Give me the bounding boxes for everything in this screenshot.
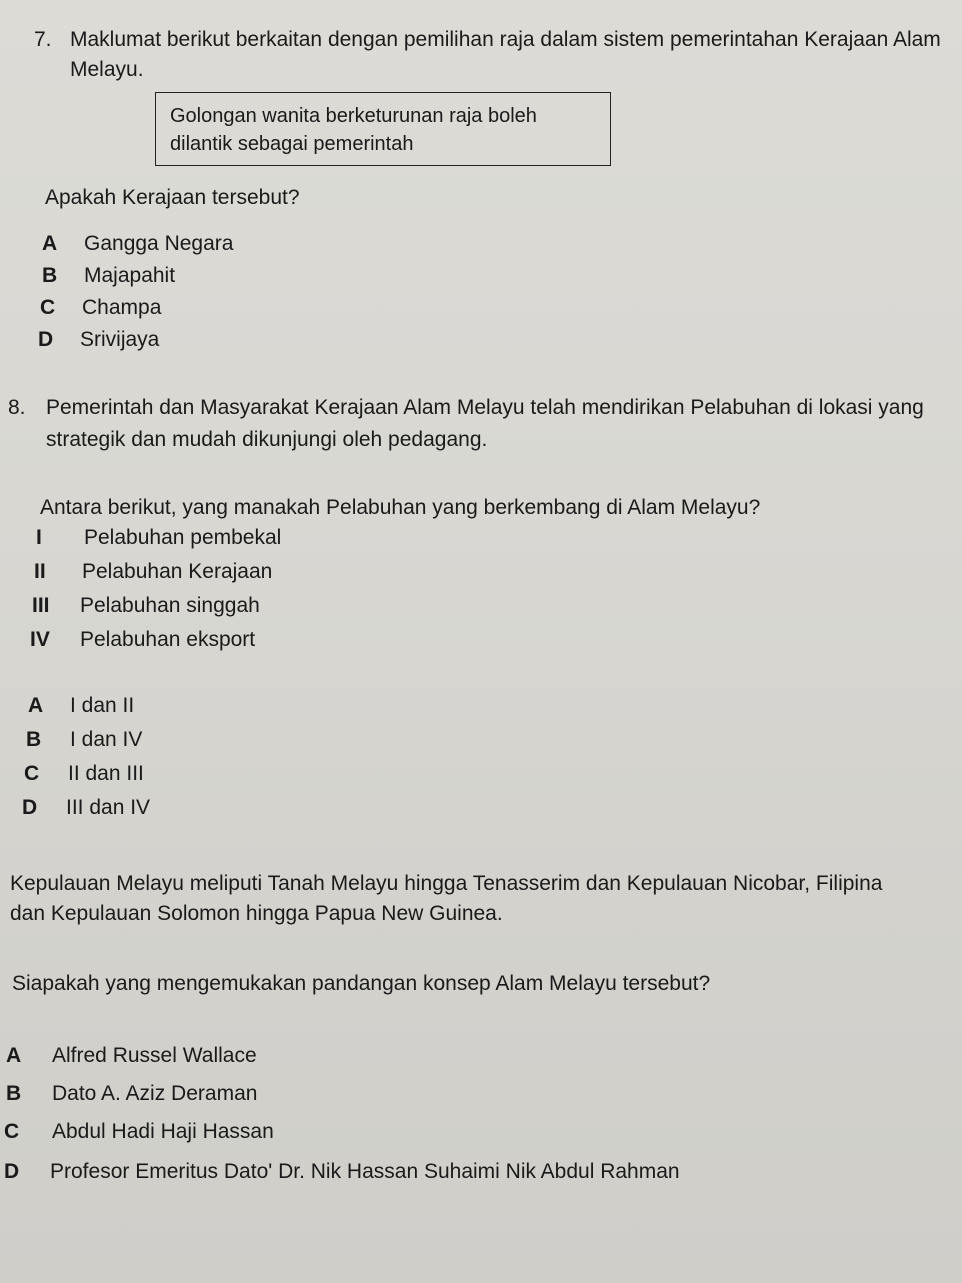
question-7-info-box xyxy=(155,92,611,166)
q9-option-a-text: Alfred Russel Wallace xyxy=(52,1044,257,1067)
question-9-stem-line2: dan Kepulauan Solomon hingga Papua New Guinea. xyxy=(10,902,503,925)
q7-option-a-text: Gangga Negara xyxy=(84,232,234,255)
question-8-stem-line1: Pemerintah dan Masyarakat Kerajaan Alam Melayu telah mendirikan Pelabuhan di lokasi yang xyxy=(46,396,924,419)
q8-statement-1-numeral: I xyxy=(36,526,42,549)
question-8-ask: Antara berikut, yang manakah Pelabuhan yang berkembang di Alam Melayu? xyxy=(40,496,761,519)
question-7-stem-line2: Melayu. xyxy=(70,58,144,81)
q7-option-d-text: Srivijaya xyxy=(80,328,160,351)
q8-statement-4-numeral: IV xyxy=(30,628,50,651)
q8-statement-2-numeral: II xyxy=(34,560,46,583)
q7-option-a-letter: A xyxy=(42,232,58,255)
q9-option-b-text: Dato A. Aziz Deraman xyxy=(52,1082,258,1105)
q9-option-a-letter: A xyxy=(6,1044,22,1067)
question-9-stem-line1: Kepulauan Melayu meliputi Tanah Melayu hingga Tenasserim dan Kepulauan Nicobar, Filipina xyxy=(10,872,883,895)
q8-statement-3-text: Pelabuhan singgah xyxy=(80,594,260,617)
q8-statement-3-numeral: III xyxy=(32,594,50,617)
question-7-stem-line1: Maklumat berikut berkaitan dengan pemilihan raja dalam sistem pemerintahan Kerajaan Alam xyxy=(70,28,941,51)
q7-option-b-letter: B xyxy=(42,264,58,287)
q8-option-d-text: III dan IV xyxy=(66,796,151,819)
info-box-line2: dilantik sebagai pemerintah xyxy=(170,133,414,155)
q8-option-a-letter: A xyxy=(28,694,44,717)
q8-statement-4-text: Pelabuhan eksport xyxy=(80,628,256,651)
q9-option-d-letter: D xyxy=(4,1160,20,1183)
q8-option-b-letter: B xyxy=(26,728,42,751)
q9-option-c-text: Abdul Hadi Haji Hassan xyxy=(52,1120,274,1143)
q7-option-c-text: Champa xyxy=(82,296,162,319)
q7-option-d-letter: D xyxy=(38,328,54,351)
question-8-number: 8. xyxy=(8,396,26,419)
info-box-line1: Golongan wanita berketurunan raja boleh xyxy=(170,105,537,127)
q8-statement-1-text: Pelabuhan pembekal xyxy=(84,526,282,549)
question-7-number: 7. xyxy=(34,28,52,51)
question-9-ask: Siapakah yang mengemukakan pandangan konsep Alam Melayu tersebut? xyxy=(12,972,711,995)
q7-option-b-text: Majapahit xyxy=(84,264,176,287)
q8-option-b-text: I dan IV xyxy=(70,728,143,751)
question-7-ask: Apakah Kerajaan tersebut? xyxy=(45,186,300,209)
q8-option-c-letter: C xyxy=(24,762,40,785)
q8-option-d-letter: D xyxy=(22,796,38,819)
q9-option-b-letter: B xyxy=(6,1082,22,1105)
q7-option-c-letter: C xyxy=(40,296,56,319)
q8-statement-2-text: Pelabuhan Kerajaan xyxy=(82,560,273,583)
q8-option-a-text: I dan II xyxy=(70,694,135,717)
q8-option-c-text: II dan III xyxy=(68,762,144,785)
question-8-stem-line2: strategik dan mudah dikunjungi oleh pedagang. xyxy=(46,428,488,451)
q9-option-d-text: Profesor Emeritus Dato' Dr. Nik Hassan Suhaimi Nik Abdul Rahman xyxy=(50,1160,680,1183)
q9-option-c-letter: C xyxy=(4,1120,20,1143)
